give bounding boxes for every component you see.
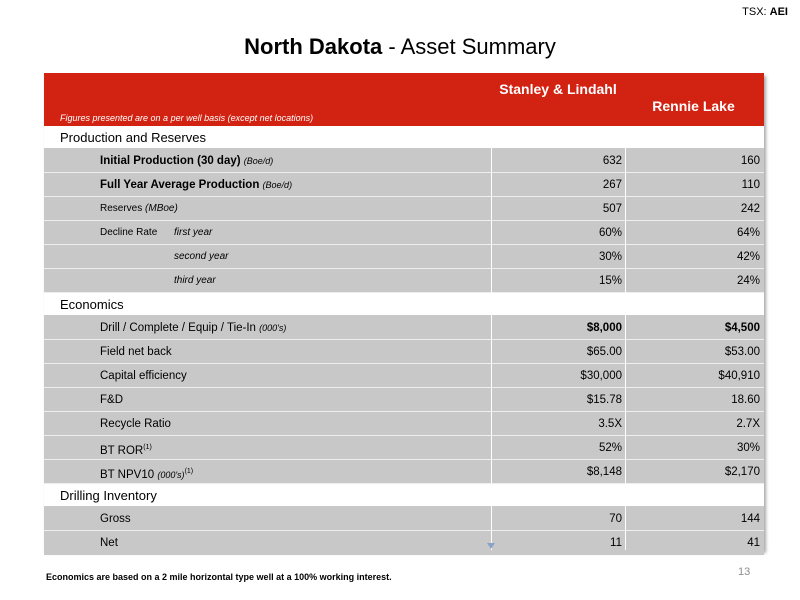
table-row [44, 388, 764, 412]
table-row [44, 507, 764, 531]
section-production [44, 126, 764, 149]
table-row [44, 412, 764, 436]
row-label: Net [100, 537, 118, 549]
value-stanley-lindahl: 11 [610, 537, 622, 549]
value-rennie-lake: 18.60 [731, 394, 760, 406]
value-rennie-lake: 110 [741, 179, 760, 191]
value-rennie-lake: $53.00 [724, 346, 760, 358]
row-label: F&D [100, 394, 123, 406]
page-number: 13 [738, 566, 751, 578]
column-header-stanley-lindahl: Stanley & Lindahl [499, 81, 617, 97]
row-unit: (Boe/d) [243, 156, 274, 166]
value-rennie-lake: $40,910 [718, 370, 760, 382]
value-stanley-lindahl: $8,148 [586, 466, 622, 478]
section-economics [44, 293, 764, 316]
table-row [44, 221, 764, 245]
value-stanley-lindahl: 507 [602, 203, 622, 215]
column-header-rennie-lake: Rennie Lake [652, 98, 735, 114]
value-rennie-lake: 30% [736, 442, 760, 454]
title-bold: North Dakota [244, 34, 383, 59]
value-stanley-lindahl: $8,000 [586, 322, 622, 334]
row-label: BT ROR [100, 444, 144, 457]
footnote-marker: (1) [143, 444, 152, 451]
row-unit: (Boe/d) [262, 180, 293, 190]
value-rennie-lake: 144 [740, 513, 760, 525]
row-label: Reserves [100, 203, 143, 214]
value-rennie-lake: 2.7X [736, 418, 760, 430]
table-header [44, 73, 764, 126]
table-row [44, 531, 764, 555]
column-divider [625, 126, 626, 550]
ticker-prefix: TSX: [742, 6, 767, 18]
value-rennie-lake: 64% [736, 227, 760, 239]
row-label: Drill / Complete / Equip / Tie-In [100, 322, 256, 334]
value-stanley-lindahl: 15% [598, 275, 622, 287]
row-sublabel: first year [174, 227, 213, 238]
row-label: Recycle Ratio [100, 418, 171, 430]
value-stanley-lindahl: 30% [598, 251, 622, 263]
row-unit: (000's) [259, 323, 287, 333]
title-rest: - Asset Summary [382, 34, 556, 59]
row-label: Gross [100, 513, 131, 525]
row-label: Initial Production (30 day) [100, 155, 241, 167]
column-divider [491, 126, 492, 550]
footnote-marker: (1) [184, 468, 194, 475]
row-label: Field net back [100, 346, 172, 358]
row-label: Full Year Average Production [100, 179, 260, 191]
value-stanley-lindahl: $65.00 [586, 346, 622, 358]
table-row [44, 245, 764, 269]
value-rennie-lake: 42% [736, 251, 760, 263]
footnote: Economics are based on a 2 mile horizontal type well at a 100% working interest. [46, 572, 392, 582]
asset-summary-table [44, 73, 764, 550]
table-row [44, 340, 764, 364]
value-stanley-lindahl: 52% [598, 442, 622, 454]
page-title [0, 34, 800, 60]
value-stanley-lindahl: 60% [598, 227, 622, 239]
row-sublabel: second year [174, 251, 229, 262]
value-rennie-lake: 242 [740, 203, 760, 215]
section-drilling [44, 484, 764, 507]
value-stanley-lindahl: 267 [602, 179, 622, 191]
value-rennie-lake: $2,170 [724, 466, 760, 478]
row-label: BT NPV10 [100, 468, 155, 481]
row-sublabel: third year [174, 275, 216, 286]
value-stanley-lindahl: $15.78 [586, 394, 622, 406]
table-row [44, 149, 764, 173]
table-row [44, 316, 764, 340]
section-label: Economics [60, 297, 124, 312]
row-label: Decline Rate [100, 227, 158, 238]
row-unit: (MBoe) [145, 203, 178, 214]
table-row [44, 460, 764, 484]
table-row [44, 436, 764, 460]
table-row [44, 173, 764, 197]
table-row [44, 364, 764, 388]
value-stanley-lindahl: 632 [602, 155, 622, 167]
value-stanley-lindahl: 3.5X [598, 418, 622, 430]
value-rennie-lake: 160 [740, 155, 760, 167]
value-rennie-lake: 24% [736, 275, 760, 287]
value-rennie-lake: 41 [747, 537, 760, 549]
ticker-label [742, 6, 788, 18]
row-unit: (000's) [157, 469, 185, 480]
ticker-symbol: AEI [769, 6, 788, 18]
table-note: Figures presented are on a per well basis (except net locations) [60, 113, 314, 123]
table-row [44, 269, 764, 293]
section-label: Drilling Inventory [60, 488, 157, 503]
down-arrow-icon [487, 543, 495, 549]
value-stanley-lindahl: 70 [609, 513, 622, 525]
value-stanley-lindahl: $30,000 [580, 370, 622, 382]
section-label: Production and Reserves [60, 130, 206, 145]
value-rennie-lake: $4,500 [724, 322, 760, 334]
row-label: Capital efficiency [100, 370, 187, 382]
table-row [44, 197, 764, 221]
